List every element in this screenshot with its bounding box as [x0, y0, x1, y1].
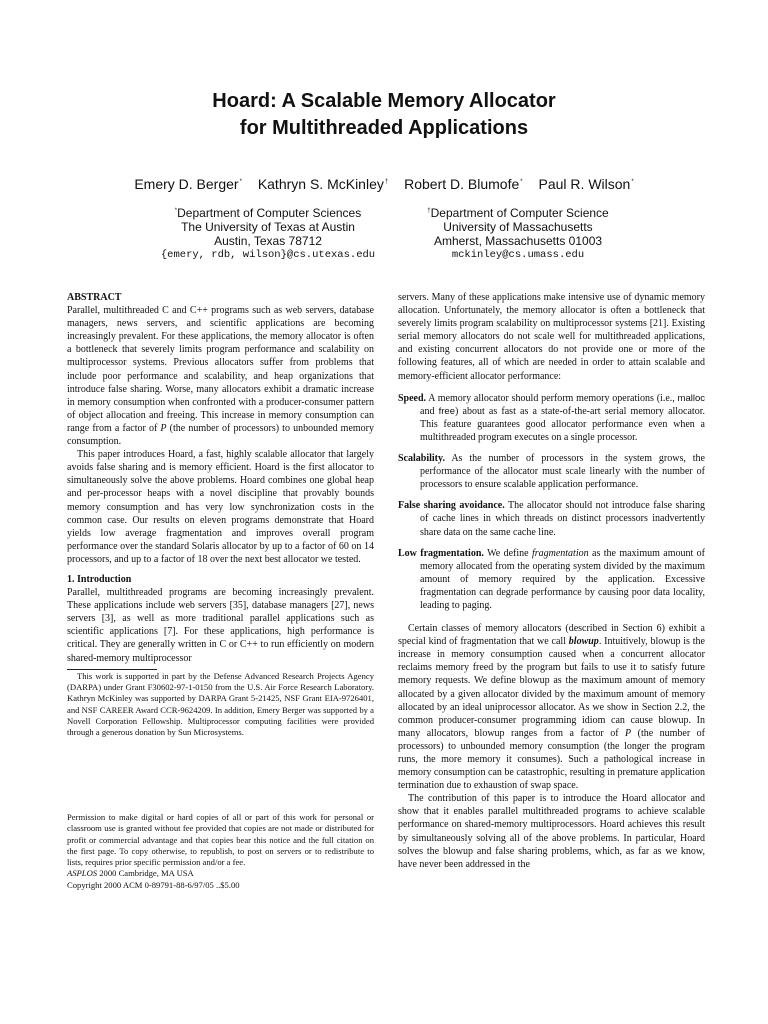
affiliation-umass: †Department of Computer Science University of Massachusetts Amherst, Massachusetts 01003 mckinley@cs.umass.edu	[368, 204, 668, 263]
right-column	[398, 291, 705, 871]
funding-footnote: This work is supported in part by the Defense Advanced Research Projects Agency (DARPA) under Grant F30602-97-1-0150 from the U.S. Air Force Research Laboratory. Kathryn McKinley was supported by DARPA Grant 5-21425, NSF Grant EIA-9726401, and NSF CAREER Award CCR-9624209. In addition, Emery Berger was supported by a Novell Corporation Fellowship. Multiprocessor computing facilities were provided through a generous donation by Sun Microsystems.	[67, 670, 374, 738]
paper-title	[0, 88, 768, 142]
permission-notice: Permission to make digital or hard copies of all or part of this work for personal or classroom use is granted without fee provided that copies are not made or distributed for profit or commercial advantage and that copies bear this notice and the full citation on the first page. To copy otherwise, to republish, to post on servers or to redistribute to lists, requires prior specific permission and/or a fee. ASPLOS 2000 Cambridge, MA USA Copyright 2000 ACM 0-89791-88-6/97/05 ..$5.00	[67, 812, 374, 890]
abstract-heading: ABSTRACT	[67, 292, 122, 303]
abstract-paragraph-2: This paper introduces Hoard, a fast, highly scalable allocator that largely avoids false sharing and is memory efficient. Hoard is the first allocator to simultaneously solve the above problems. Hoard combines one global heap and per-processor heaps with a novel discipline that provably bounds memory consumption and has very low synchronization costs in the common case. Our results on eleven programs demonstrate that Hoard yields low average fragmentation and improves overall program performance over the standard Solaris allocator by up to a factor of 60 on 14 processors, and up to a factor of 18 over the next best allocator we tested.	[67, 449, 374, 565]
title-line-2: for Multithreaded Applications	[239, 117, 529, 139]
feature-false-sharing: False sharing avoidance. The allocator should not introduce false sharing of cache lines in which threads on distinct processors inadvertently share data on the same cache line.	[398, 500, 705, 538]
author-4: Paul R. Wilson*	[538, 176, 634, 192]
author-2: Kathryn S. McKinley†	[257, 176, 389, 192]
introduction-paragraph-1: Parallel, multithreaded programs are becoming increasingly prevalent. These applications include web servers [35], database managers [27], news servers [3], as well as more traditional parallel applications such as scientific applications [7]. For these applications, high performance is critical. They are generally written in C or C++ to run efficiently on modern shared-memory multiprocessor	[67, 587, 374, 664]
feature-speed: Speed. A memory allocator should perform memory operations (i.e., malloc and free) about as fast as a state-of-the-art serial memory allocator. This feature guarantees good allocator performance even when a multithreaded program executes on a single processor.	[398, 392, 705, 443]
feature-low-fragmentation: Low fragmentation. We define fragmentation as the maximum amount of memory allocated from the operating system divided by the maximum amount of memory required by the application. Excessive fragmentation can degrade performance by causing poor data locality, leading to paging.	[398, 547, 705, 611]
feature-scalability: Scalability. As the number of processors in the system grows, the performance of the allocator must scale linearly with the number of processors to ensure scalable application performance.	[398, 453, 705, 491]
introduction-heading: 1. Introduction	[67, 573, 132, 585]
right-paragraph-1: servers. Many of these applications make intensive use of dynamic memory allocation. Unfortunately, the memory allocator is often a bottleneck that severely limits program scalability on multiprocessor systems [21]. Existing serial memory allocators do not scale well for multithreaded applications, and existing concurrent allocators do not provide one or more of the following features, all of which are needed in order to attain scalable and memory-efficient allocator performance:	[398, 292, 705, 382]
blowup-paragraph: Certain classes of memory allocators (described in Section 6) exhibit a special kind of fragmentation that we call blowup. Intuitively, blowup is the increase in memory consumption caused when a concurrent allocator reclaims memory freed by the program but fails to use it to satisfy future memory requests. We define blowup as the maximum amount of memory allocated by a given allocator divided by the maximum amount of memory allocated by an ideal uniprocessor allocator. As we show in Section 2.2, the common producer-consumer programming idiom can cause blowup. In many allocators, blowup ranges from a factor of P (the number of processors) to unbounded memory consumption (the longer the program runs, the more memory it consumes). Such a pathological increase in memory consumption can be catastrophic, resulting in premature application termination due to exhaustion of swap space.	[398, 623, 705, 792]
left-column	[67, 291, 374, 890]
email-utexas: {emery, rdb, wilson}@cs.utexas.edu	[160, 249, 376, 261]
abstract-paragraph-1: Parallel, multithreaded C and C++ programs such as web servers, database managers, news servers, and scientific applications are becoming increasingly prevalent. For these applications, the memory allocator is often a bottleneck that severely limits program performance and scalability on multiprocessor systems. Previous allocators suffer from problems that include poor performance and scalability, and heap organizations that introduce false sharing. Worse, many allocators exhibit a dramatic increase in memory consumption when confronted with a producer-consumer pattern of object allocation and freeing. This increase in memory consumption can range from a factor of P (the number of processors) to unbounded memory consumption.	[67, 305, 374, 448]
email-umass: mckinley@cs.umass.edu	[451, 249, 585, 261]
title-line-1: Hoard: A Scalable Memory Allocator	[212, 90, 556, 112]
contribution-paragraph: The contribution of this paper is to introduce the Hoard allocator and show that it enables parallel multithreaded programs to achieve scalable performance on shared-memory multiprocessors. Hoard achieves this result by simultaneously solving all of the above problems. In particular, Hoard solves the blowup and false sharing problems, which, as far as we know, have never been addressed in the	[398, 793, 705, 870]
author-1: Emery D. Berger*	[134, 176, 242, 192]
author-3: Robert D. Blumofe*	[404, 176, 523, 192]
footnote-rule	[67, 669, 157, 670]
affiliation-utexas: *Department of Computer Sciences The University of Texas at Austin Austin, Texas 78712 {emery, rdb, wilson}@cs.utexas.edu	[118, 204, 418, 263]
author-list	[0, 173, 768, 193]
